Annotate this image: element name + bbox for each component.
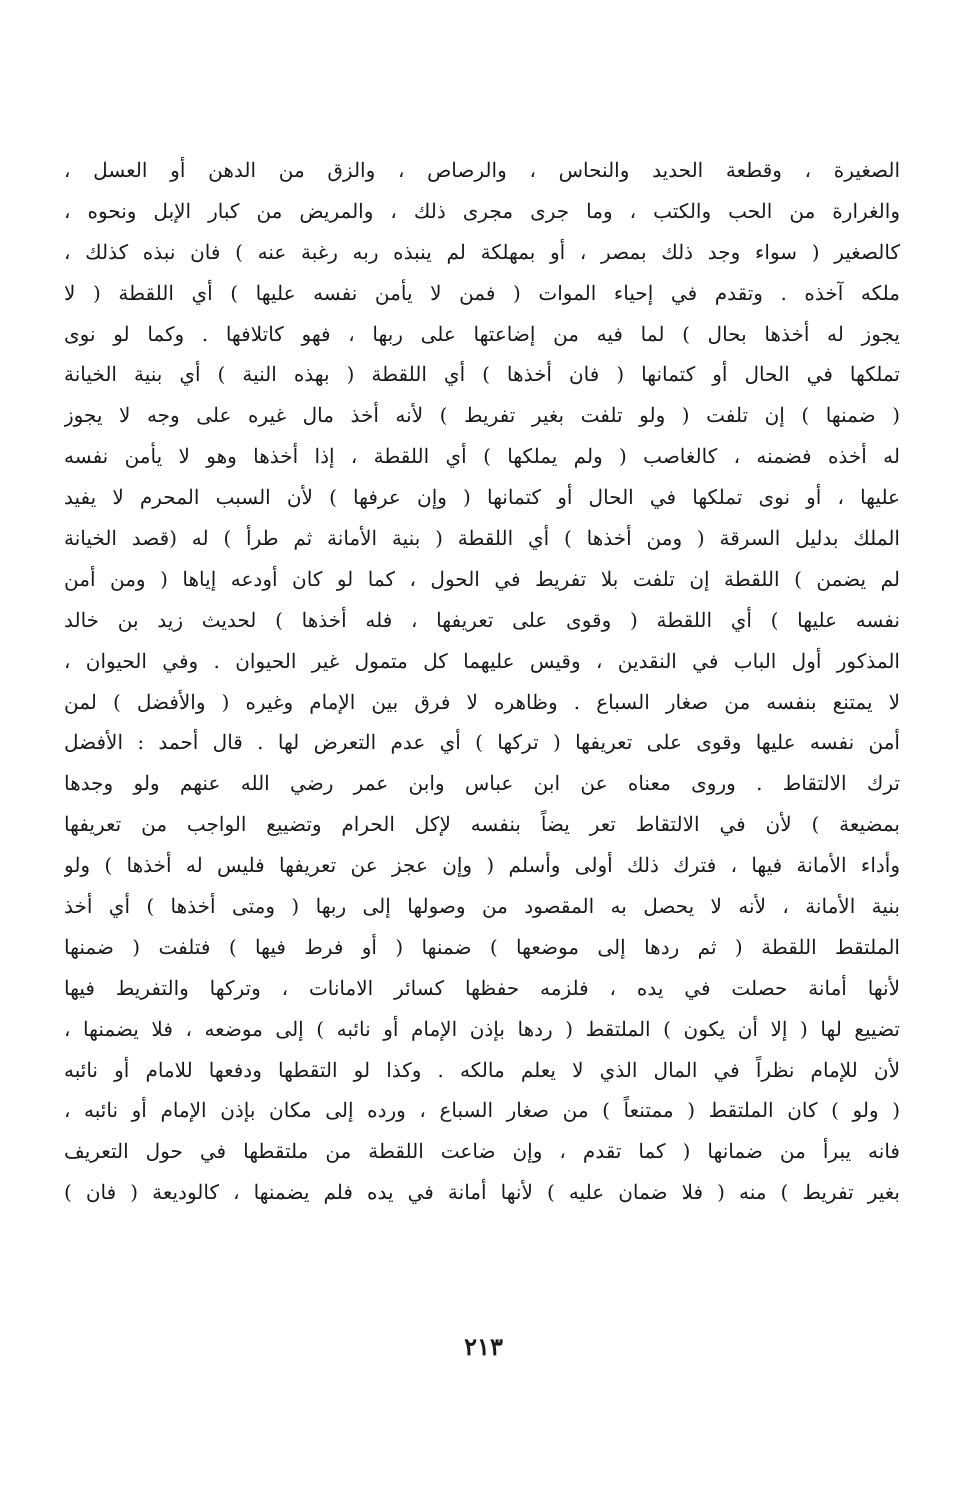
text-line: بغير تفريط ) منه ( فلا ضمان عليه ) لأنها أمانة في يده فلم يضمنها ، كالوديعة ( فان ) [64, 1180, 900, 1205]
text-line: ( ضمنها ) إن تلفت ( ولو تلفت بغير تفريط ) لأنه أخذ مال غيره على وجه لا يجوز [64, 403, 900, 428]
text-line: بمضيعة ) لأن في الالتقاط تعر يضاً بنفسه لإكل الحرام وتضييع الواجب من تعريفها [64, 812, 900, 837]
text-line: لأنها أمانة حصلت في يده ، فلزمه حفظها كسائر الامانات ، وتركها والتفريط فيها [64, 975, 900, 1000]
text-line: الملتقط اللقطة ( ثم ردها إلى موضعها ) ضمنها ( أو فرط فيها ) فتلفت ( ضمنها [64, 934, 900, 959]
text-line: تضييع لها ( إلا أن يكون ) الملتقط ( ردها بإذن الإمام أو نائبه ) إلى موضعه ، فلا يضمنها ، [64, 1016, 900, 1041]
text-line: له أخذه فضمنه ، كالغاصب ( ولم يملكها ) أي اللقطة ، إذا أخذها وهو لا يأمن نفسه [64, 444, 900, 469]
text-line: ترك الالتقاط . وروى معناه عن ابن عباس وابن عمر رضي الله عنهم ولو وجدها [64, 771, 900, 796]
text-line: لا يمتنع بنفسه من صغار السباع . وظاهره لا فرق بين الإمام وغيره ( والأفضل ) لمن [64, 689, 900, 714]
text-line: أمن نفسه عليها وقوى على تعريفها ( تركها ) أي عدم التعرض لها . قال أحمد : الأفضل [64, 730, 900, 755]
text-line: نفسه عليها ) أي اللقطة ( وقوى على تعريفها ، فله أخذها ) لحديث زيد بن خالد [64, 607, 900, 632]
text-line: فانه يبرأ من ضمانها ( كما تقدم ، وإن ضاعت اللقطة من ملتقطها في حول التعريف [64, 1139, 900, 1164]
text-line: المذكور أول الباب في النقدين ، وقيس عليهما كل متمول غير الحيوان . وفي الحيوان ، [64, 648, 900, 673]
text-line: ملكه آخذه . وتقدم في إحياء الموات ( فمن لا يأمن نفسه عليها ) أي اللقطة ( لا [64, 280, 900, 305]
text-line: الصغيرة ، وقطعة الحديد والنحاس ، والرصاص ، والزق من الدهن أو العسل ، [64, 158, 900, 182]
text-line: يجوز له أخذها بحال ) لما فيه من إضاعتها على ربها ، فهو كاتلافها . وكما لو نوى [64, 321, 900, 346]
text-line: الملك بدليل السرقة ( ومن أخذها ) أي اللقطة ( بنية الأمانة ثم طرأ ) له (قصد الخيانة [64, 526, 900, 551]
text-line: بنية الأمانة ، لأنه لا يحصل به المقصود من وصولها إلى ربها ( ومتى أخذها ) أي أخذ [64, 894, 900, 919]
text-line: وأداء الأمانة فيها ، فترك ذلك أولى وأسلم ( وإن عجز عن تعريفها فليس له أخذها ) ولو [64, 853, 900, 878]
text-line: تملكها في الحال أو كتمانها ( فان أخذها ) أي اللقطة ( بهذه النية ) أي بنية الخيانة [64, 362, 900, 387]
page-number: ٢١٣ [464, 1332, 503, 1361]
text-line: ( ولو ) كان الملتقط ( ممتنعاً ) من صغار السباع ، ورده إلى مكان بإذن الإمام أو نائبه ، [64, 1098, 900, 1123]
text-line: لأن للإمام نظراً في المال الذي لا يعلم مالكه . وكذا لو التقطها ودفعها للامام أو نائبه [64, 1057, 900, 1082]
body-text [64, 150, 900, 1213]
text-line: كالصغير ( سواء وجد ذلك بمصر ، أو بمهلكة لم ينبذه ربه رغبة عنه ) فان نبذه كذلك ، [64, 239, 900, 264]
text-line: لم يضمن ) اللقطة إن تلفت بلا تفريط في الحول ، كما لو كان أودعه إياها ( ومن أمن [64, 566, 900, 591]
text-line: عليها ، أو نوى تملكها في الحال أو كتمانها ( وإن عرفها ) لأن السبب المحرم لا يفيد [64, 485, 900, 510]
text-line: والغرارة من الحب والكتب ، وما جرى مجرى ذلك ، والمريض من كبار الإبل ونحوه ، [64, 198, 900, 223]
